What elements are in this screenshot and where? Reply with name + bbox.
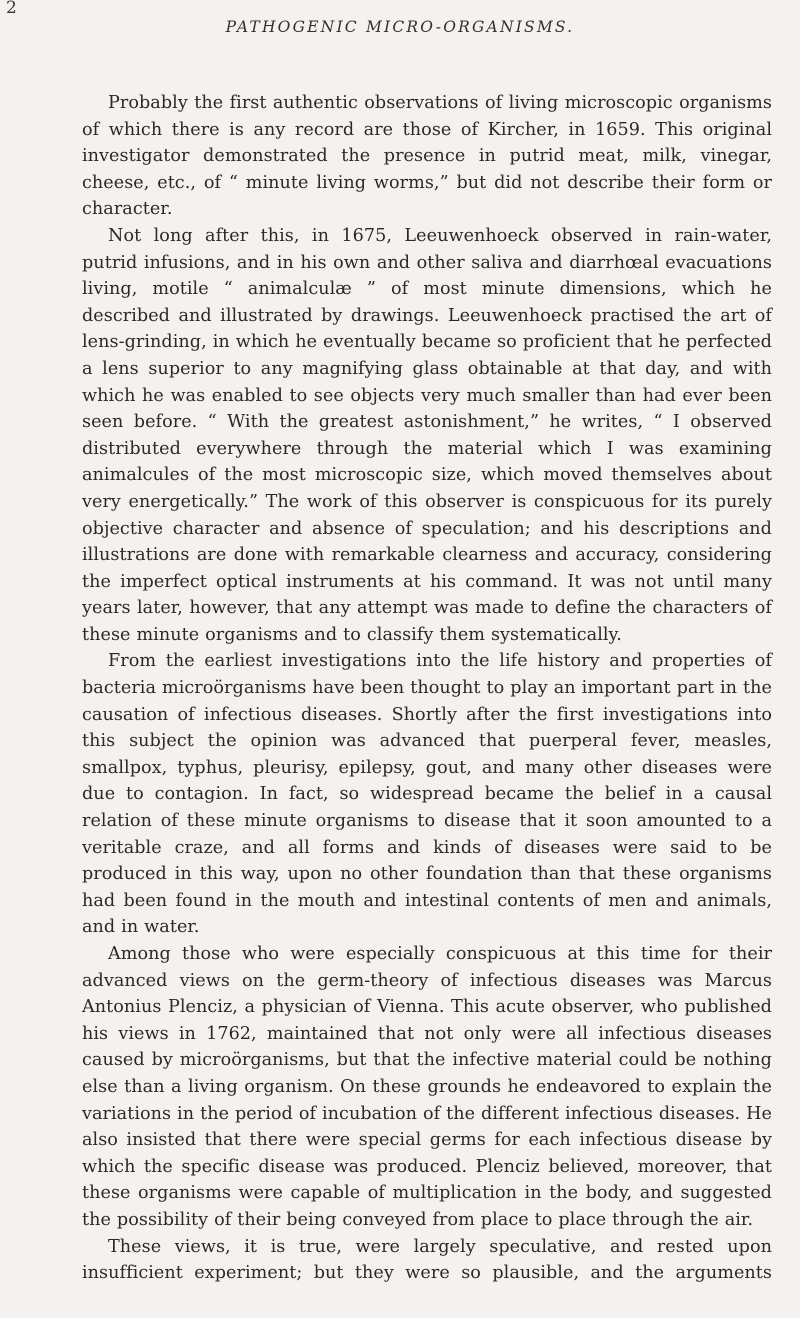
paragraph-kircher: Probably the first authentic observations of living microscopic organisms of which there is any record are those of Kircher, in 1659. This original investigator demonstrated the presence in putrid meat, milk, vinegar, cheese, etc., of “ minute living worms,” but did not describe their form or character. [82, 93, 772, 220]
paragraph-speculative-views: These views, it is true, were largely speculative, and rested upon insufficient experiment; but they were so plausible, and the arguments [82, 1236, 772, 1284]
paragraph-leeuwenhoeck: Not long after this, in 1675, Leeuwenhoeck observed in rain-water, putrid infusions, and in his own and other saliva and diarrhœal evacuations living, motile “ animalculæ ” of most minute dimensions, which he described and illustrated by drawings. Leeuwenhoeck practised the art of lens-grinding, in which he eventually became so proficient that he perfected a lens superior to any magnifying glass obtainable at that day, and with which he was enabled to see objects very much smaller than had ever been seen before. “ With the greatest astonishment,” he writes, “ I observed distributed everywhere through the material which I was examining animalcules of the most microscopic size, which moved themselves about very energetically.” The work of this observer is conspicuous for its purely objective character and absence of speculation; and his descriptions and illustrations are done with remarkable clearness and accuracy, considering the imperfect optical instruments at his command. It was not until many years later, however, that any attempt was made to define the characters of these minute organisms and to classify them systematically. [82, 225, 772, 645]
page-number: 2 [6, 0, 17, 18]
paragraph-infectious-diseases: From the earliest investigations into the life history and properties of bacteria microörganisms have been thought to play an important part in the causation of infectious diseases. Shortly after the first investigations into this subject the opinion was advanced that puerperal fever, measles, smallpox, typhus, pleurisy, epilepsy, gout, and many other diseases were due to contagion. In fact, so widespread became the belief in a causal relation of these minute organisms to disease that it soon amounted to a veritable craze, and all forms and kinds of diseases were said to be produced in this way, upon no other foundation than that these organisms had been found in the mouth and intestinal contents of men and animals, and in water. [82, 651, 772, 938]
paragraph-plenciz: Among those who were especially conspicuous at this time for their advanced views on the germ-theory of infectious diseases was Marcus Antonius Plenciz, a physician of Vienna. This acute observer, who published his views in 1762, maintained that not only were all infectious diseases caused by microörganisms, but that the infective material could be nothing else than a living organism. On these grounds he endeavored to explain the variations in the period of incubation of the different infectious diseases. He also insisted that there were special germs for each infectious disease by which the specific disease was produced. Plenciz believed, moreover, that these organisms were capable of multiplication in the body, and suggested the possibility of their being conveyed from place to place through the air. [82, 944, 772, 1230]
body-text [82, 90, 772, 1287]
running-head: PATHOGENIC MICRO-ORGANISMS. [225, 18, 575, 36]
